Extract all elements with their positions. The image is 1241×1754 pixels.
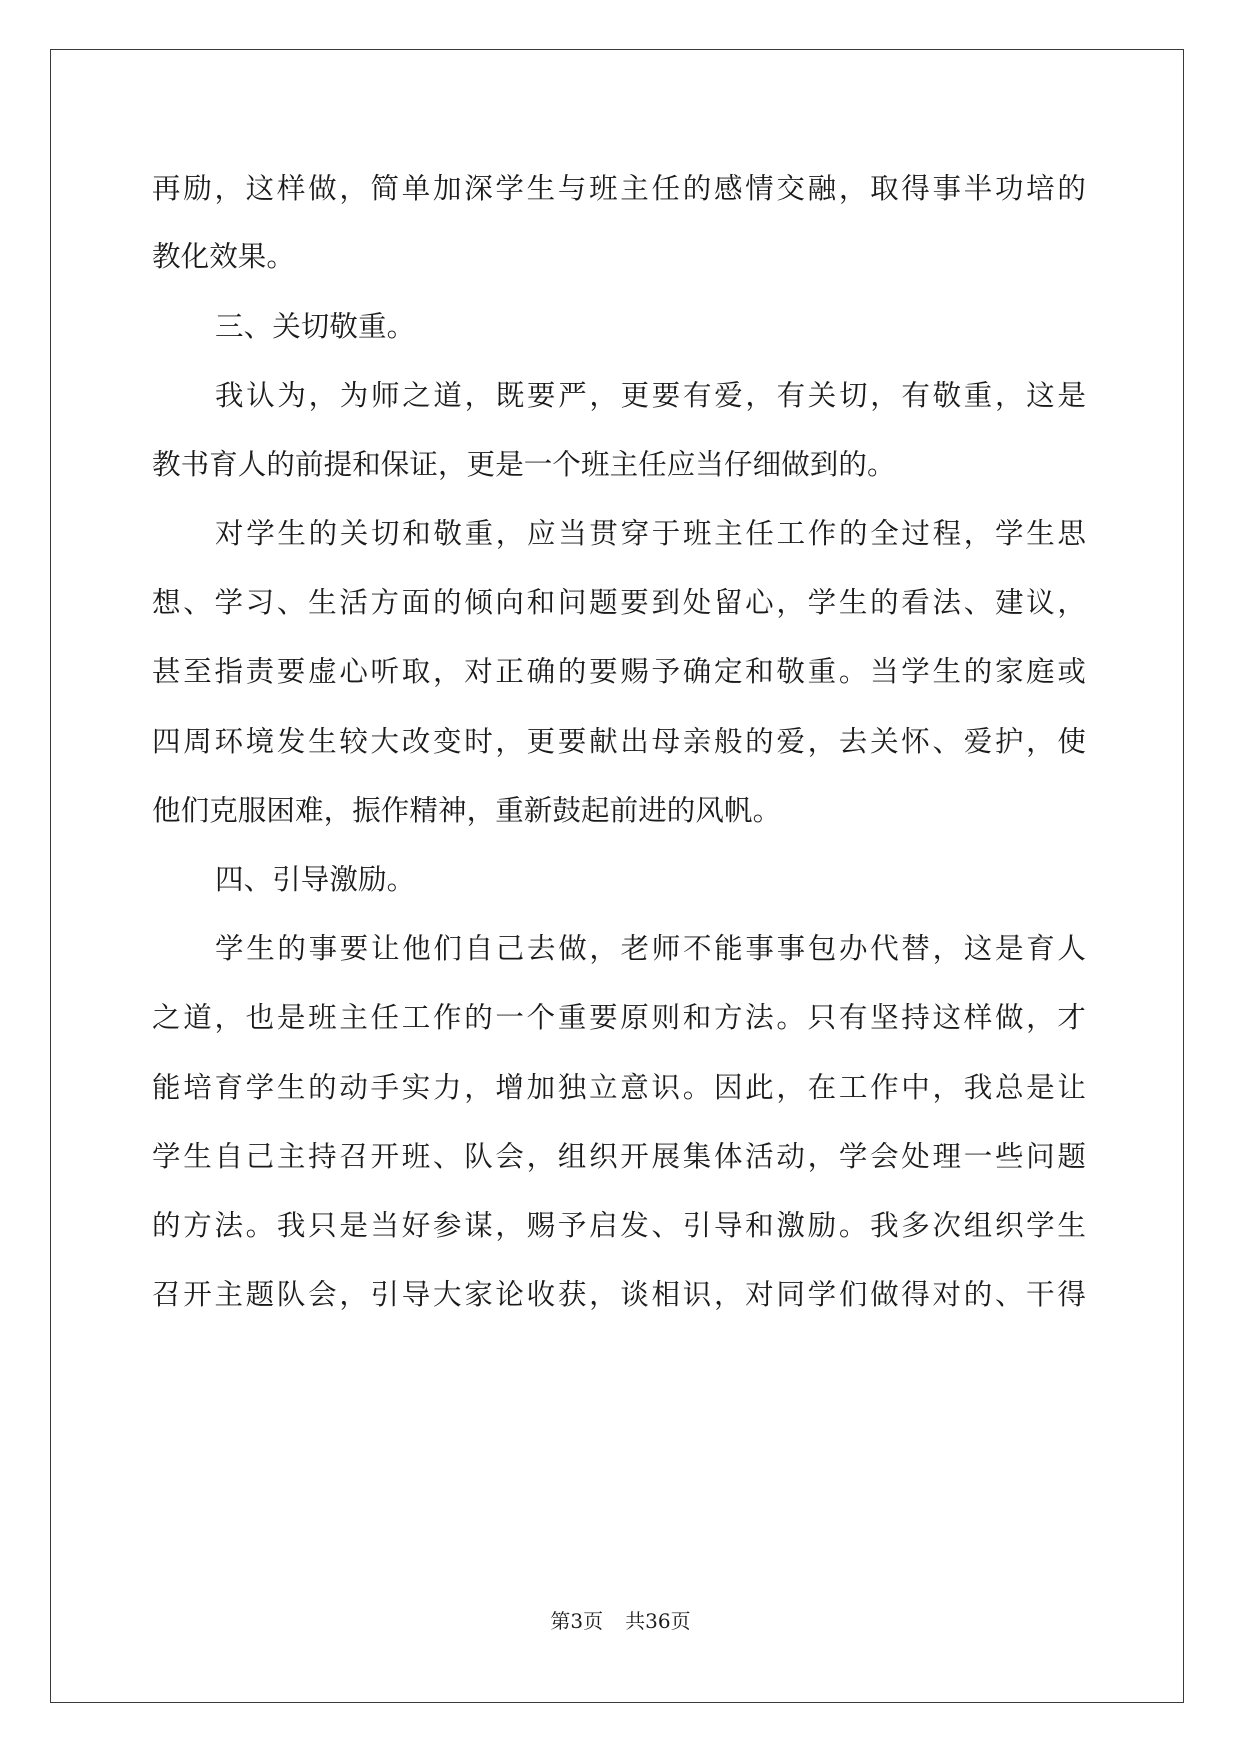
page-total: 共36页	[625, 1609, 691, 1633]
text-line: 甚至指责要虚心听取，对正确的要赐予确定和敬重。当学生的家庭或	[152, 655, 1086, 688]
text-line: 的方法。我只是当好参谋，赐予启发、引导和激励。我多次组织学生	[152, 1209, 1086, 1242]
section-heading: 三、关切敬重。	[215, 310, 416, 343]
text-line: 对学生的关切和敬重，应当贯穿于班主任工作的全过程，学生思	[215, 517, 1086, 550]
text-line: 召开主题队会，引导大家论收获，谈相识，对同学们做得对的、干得	[152, 1278, 1086, 1311]
section-heading: 四、引导激励。	[215, 863, 416, 896]
page-number: 第3页	[550, 1609, 604, 1633]
text-line: 教化效果。	[152, 240, 296, 273]
text-line: 四周环境发生较大改变时，更要献出母亲般的爱，去关怀、爱护，使	[152, 725, 1086, 758]
text-line: 想、学习、生活方面的倾向和问题要到处留心，学生的看法、建议，	[152, 586, 1086, 619]
text-line: 学生的事要让他们自己去做，老师不能事事包办代替，这是育人	[215, 932, 1086, 965]
text-line: 他们克服困难，振作精神，重新鼓起前进的风帆。	[152, 794, 782, 827]
text-line: 之道，也是班主任工作的一个重要原则和方法。只有坚持这样做，才	[152, 1001, 1086, 1034]
text-line: 我认为，为师之道，既要严，更要有爱，有关切，有敬重，这是	[215, 379, 1086, 412]
text-line: 再励，这样做，简单加深学生与班主任的感情交融，取得事半功培的	[152, 172, 1086, 205]
text-line: 学生自己主持召开班、队会，组织开展集体活动，学会处理一些问题	[152, 1140, 1086, 1173]
text-line: 教书育人的前提和保证，更是一个班主任应当仔细做到的。	[152, 448, 896, 481]
page-footer	[0, 1608, 1241, 1634]
text-line: 能培育学生的动手实力，增加独立意识。因此，在工作中，我总是让	[152, 1071, 1086, 1104]
